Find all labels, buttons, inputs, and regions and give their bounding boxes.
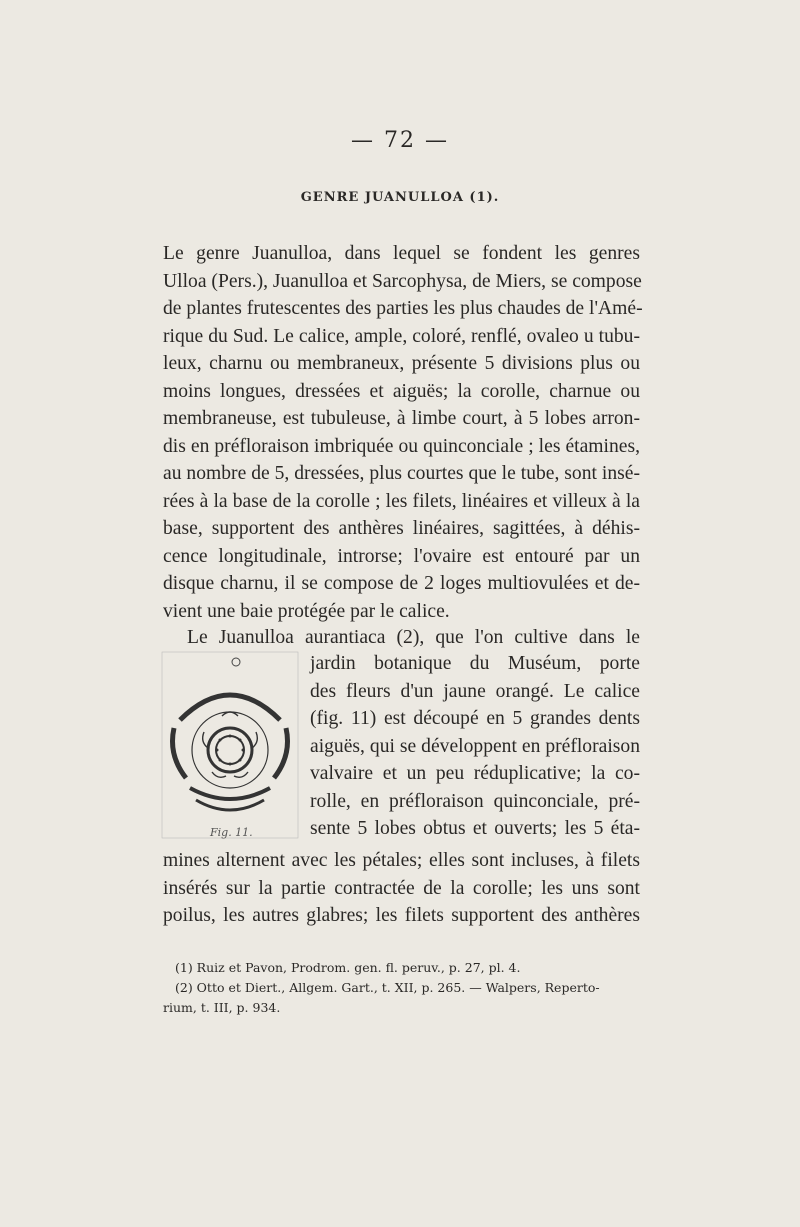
paragraph-2-rest bbox=[163, 847, 640, 930]
text-line: dis en préfloraison imbriquée ou quinconciale ; les étamines, bbox=[163, 435, 640, 457]
text-line: vient une baie protégée par le calice. bbox=[163, 600, 450, 622]
text-line: base, supportent des anthères linéaires, sagittées, à déhis- bbox=[163, 518, 640, 539]
text-line: rées à la base de la corolle ; les filets, linéaires et villeux à la bbox=[163, 490, 640, 512]
flower-diagram bbox=[160, 650, 300, 840]
page-number: — 72 — bbox=[351, 128, 449, 153]
text-line: Le genre Juanulloa, dans lequel se fondent les genres bbox=[163, 243, 640, 264]
text-line: mines alternent avec les pétales; elles sont incluses, à filets bbox=[163, 850, 640, 871]
text-line: membraneuse, est tubuleuse, à limbe court, à 5 lobes arron- bbox=[163, 408, 640, 429]
text-line: Ulloa (Pers.), Juanulloa et Sarcophysa, de Miers, se compose bbox=[163, 270, 642, 292]
text-line: jardin botanique du Muséum, porte bbox=[310, 653, 640, 674]
text-line: valvaire et un peu réduplicative; la co- bbox=[310, 763, 640, 784]
genre-title: GENRE JUANULLOA (1). bbox=[300, 190, 500, 205]
footnote: (2) Otto et Diert., Allgem. Gart., t. XII, p. 265. — Walpers, Reperto- bbox=[175, 980, 600, 995]
text-line: sente 5 lobes obtus et ouverts; les 5 éta- bbox=[310, 818, 640, 839]
text-line: rique du Sud. Le calice, ample, coloré, renflé, ovaleo u tubu- bbox=[163, 325, 640, 347]
figure-label: Fig. 11. bbox=[210, 826, 253, 839]
text-line: des fleurs d'un jaune orangé. Le calice bbox=[310, 680, 640, 702]
text-line: cence longitudinale, introrse; l'ovaire est entouré par un bbox=[163, 545, 640, 567]
text-line: leux, charnu ou membraneux, présente 5 divisions plus ou bbox=[163, 353, 640, 374]
text-line: Le Juanulloa aurantiaca (2), que l'on cultive dans le bbox=[187, 627, 640, 648]
text-line: insérés sur la partie contractée de la corolle; les uns sont bbox=[163, 877, 640, 899]
text-line: aiguës, qui se développent en préfloraison bbox=[310, 735, 640, 757]
text-line: (fig. 11) est découpé en 5 grandes dents bbox=[310, 708, 640, 729]
text-line: poilus, les autres glabres; les filets supportent des anthères bbox=[163, 905, 640, 926]
footnote: (1) Ruiz et Pavon, Prodrom. gen. fl. peruv., p. 27, pl. 4. bbox=[175, 960, 521, 975]
text-line: rolle, en préfloraison quinconciale, pré- bbox=[310, 790, 640, 812]
flower-diagram-figure bbox=[160, 650, 300, 840]
paragraph-1 bbox=[163, 240, 643, 625]
text-line: au nombre de 5, dressées, plus courtes que le tube, sont insé- bbox=[163, 463, 640, 484]
footnote: rium, t. III, p. 934. bbox=[163, 1000, 281, 1015]
paragraph-2-wrapped bbox=[310, 650, 640, 843]
text-line: moins longues, dressées et aiguës; la corolle, charnue ou bbox=[163, 380, 640, 402]
footnotes bbox=[163, 958, 640, 1018]
text-line: disque charnu, il se compose de 2 loges multiovulées et de- bbox=[163, 573, 640, 594]
paragraph-2-first-line bbox=[163, 624, 640, 652]
text-line: de plantes frutescentes des parties les plus chaudes de l'Amé- bbox=[163, 298, 643, 319]
